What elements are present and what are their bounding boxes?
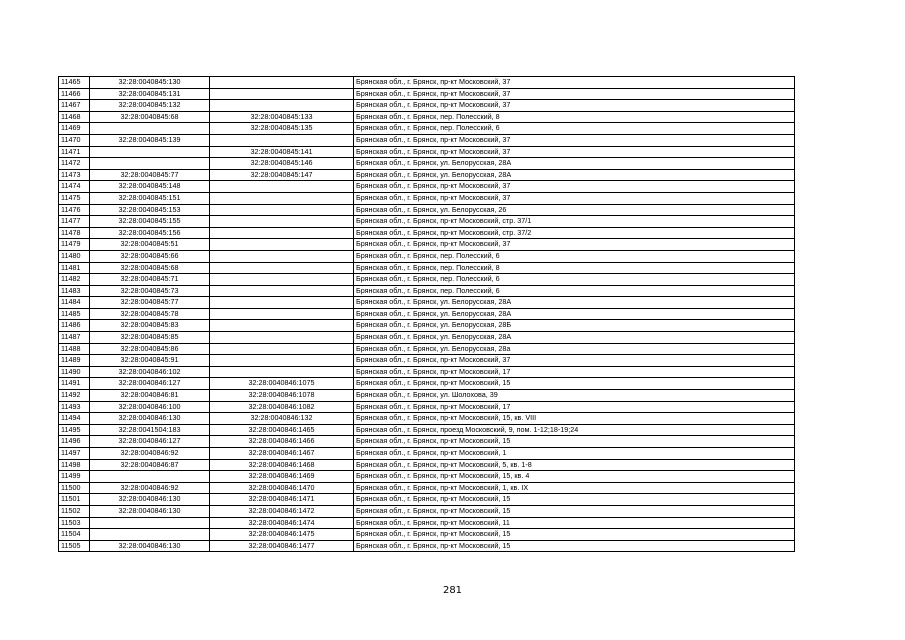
related-cadastral-number-cell: 32:28:0040845:141: [210, 146, 354, 158]
cadastral-number-cell: 32:28:0040846:130: [90, 494, 210, 506]
row-number-cell: 11485: [59, 308, 90, 320]
table-row: [59, 355, 795, 367]
address-cell: Брянская обл., г. Брянск, пр-кт Московский, 11: [354, 517, 795, 529]
table-row: [59, 274, 795, 286]
table-row: [59, 378, 795, 390]
related-cadastral-number-cell: [210, 366, 354, 378]
row-number-cell: 11494: [59, 413, 90, 425]
row-number-cell: 11487: [59, 332, 90, 344]
address-cell: Брянская обл., г. Брянск, пр-кт Московский, 37: [354, 192, 795, 204]
related-cadastral-number-cell: [210, 274, 354, 286]
row-number-cell: 11476: [59, 204, 90, 216]
cadastral-number-cell: 32:28:0040845:51: [90, 239, 210, 251]
table-row: [59, 320, 795, 332]
row-number-cell: 11489: [59, 355, 90, 367]
cadastral-number-cell: 32:28:0040845:66: [90, 250, 210, 262]
address-cell: Брянская обл., г. Брянск, пр-кт Московский, 37: [354, 355, 795, 367]
cadastral-number-cell: 32:28:0040846:92: [90, 448, 210, 460]
table-row: [59, 436, 795, 448]
table-row: [59, 134, 795, 146]
table-row: [59, 413, 795, 425]
address-cell: Брянская обл., г. Брянск, пр-кт Московский, 17: [354, 366, 795, 378]
related-cadastral-number-cell: [210, 134, 354, 146]
related-cadastral-number-cell: [210, 332, 354, 344]
row-number-cell: 11475: [59, 192, 90, 204]
address-cell: Брянская обл., г. Брянск, пр-кт Московский, 15: [354, 378, 795, 390]
address-cell: Брянская обл., г. Брянск, проезд Московский, 9, пом. 1-12;18-19;24: [354, 424, 795, 436]
address-cell: Брянская обл., г. Брянск, ул. Белорусская, 28А: [354, 158, 795, 170]
table-row: [59, 424, 795, 436]
address-cell: Брянская обл., г. Брянск, ул. Шолохова, 39: [354, 390, 795, 402]
related-cadastral-number-cell: 32:28:0040845:133: [210, 111, 354, 123]
related-cadastral-number-cell: 32:28:0040845:147: [210, 169, 354, 181]
table-row: [59, 517, 795, 529]
row-number-cell: 11469: [59, 123, 90, 135]
address-cell: Брянская обл., г. Брянск, пр-кт Московский, 37: [354, 181, 795, 193]
related-cadastral-number-cell: [210, 181, 354, 193]
cadastral-number-cell: 32:28:0040845:77: [90, 169, 210, 181]
related-cadastral-number-cell: [210, 297, 354, 309]
related-cadastral-number-cell: [210, 88, 354, 100]
cadastral-number-cell: 32:28:0040845:83: [90, 320, 210, 332]
table-row: [59, 308, 795, 320]
table-row: [59, 366, 795, 378]
cadastral-number-cell: [90, 517, 210, 529]
table-row: [59, 401, 795, 413]
related-cadastral-number-cell: [210, 285, 354, 297]
related-cadastral-number-cell: [210, 262, 354, 274]
row-number-cell: 11484: [59, 297, 90, 309]
related-cadastral-number-cell: 32:28:0040846:1467: [210, 448, 354, 460]
table-row: [59, 146, 795, 158]
row-number-cell: 11491: [59, 378, 90, 390]
cadastral-number-cell: [90, 146, 210, 158]
table-row: [59, 158, 795, 170]
row-number-cell: 11482: [59, 274, 90, 286]
cadastral-number-cell: 32:28:0040845:151: [90, 192, 210, 204]
table-row: [59, 169, 795, 181]
cadastral-number-cell: 32:28:0040846:127: [90, 378, 210, 390]
address-cell: Брянская обл., г. Брянск, пер. Полесский, 8: [354, 111, 795, 123]
related-cadastral-number-cell: 32:28:0040846:1470: [210, 482, 354, 494]
table-row: [59, 216, 795, 228]
table-row: [59, 123, 795, 135]
cadastral-number-cell: 32:28:0040846:130: [90, 540, 210, 552]
related-cadastral-number-cell: [210, 239, 354, 251]
table-row: [59, 100, 795, 112]
cadastral-number-cell: 32:28:0040845:68: [90, 111, 210, 123]
row-number-cell: 11478: [59, 227, 90, 239]
table-row: [59, 471, 795, 483]
related-cadastral-number-cell: 32:28:0040846:1477: [210, 540, 354, 552]
row-number-cell: 11492: [59, 390, 90, 402]
related-cadastral-number-cell: [210, 204, 354, 216]
address-cell: Брянская обл., г. Брянск, пр-кт Московский, 17: [354, 401, 795, 413]
address-cell: Брянская обл., г. Брянск, пер. Полесский, 8: [354, 262, 795, 274]
table-row: [59, 332, 795, 344]
address-cell: Брянская обл., г. Брянск, пр-кт Московский, 15, кв. 4: [354, 471, 795, 483]
cadastral-number-cell: 32:28:0040845:86: [90, 343, 210, 355]
related-cadastral-number-cell: 32:28:0040846:1469: [210, 471, 354, 483]
table-row: [59, 505, 795, 517]
cadastral-number-cell: [90, 529, 210, 541]
cadastral-number-cell: 32:28:0040846:130: [90, 505, 210, 517]
address-cell: Брянская обл., г. Брянск, пр-кт Московский, 37: [354, 100, 795, 112]
row-number-cell: 11498: [59, 459, 90, 471]
address-cell: Брянская обл., г. Брянск, ул. Белорусская, 28А: [354, 308, 795, 320]
address-cell: Брянская обл., г. Брянск, пр-кт Московский, 1, кв. IX: [354, 482, 795, 494]
cadastral-number-cell: 32:28:0040846:127: [90, 436, 210, 448]
address-cell: Брянская обл., г. Брянск, пр-кт Московский, стр. 37/2: [354, 227, 795, 239]
row-number-cell: 11467: [59, 100, 90, 112]
cadastral-number-cell: 32:28:0040845:77: [90, 297, 210, 309]
related-cadastral-number-cell: 32:28:0040846:1466: [210, 436, 354, 448]
table-row: [59, 88, 795, 100]
related-cadastral-number-cell: 32:28:0040846:1475: [210, 529, 354, 541]
address-cell: Брянская обл., г. Брянск, ул. Белорусская, 28Б: [354, 320, 795, 332]
cadastral-number-cell: 32:28:0040845:139: [90, 134, 210, 146]
cadastral-number-cell: 32:28:0040845:68: [90, 262, 210, 274]
row-number-cell: 11497: [59, 448, 90, 460]
row-number-cell: 11481: [59, 262, 90, 274]
table-row: [59, 285, 795, 297]
table-row: [59, 250, 795, 262]
address-cell: Брянская обл., г. Брянск, пр-кт Московский, стр. 37/1: [354, 216, 795, 228]
related-cadastral-number-cell: 32:28:0040846:1082: [210, 401, 354, 413]
address-cell: Брянская обл., г. Брянск, пр-кт Московский, 5, кв. 1-8: [354, 459, 795, 471]
related-cadastral-number-cell: 32:28:0040846:1075: [210, 378, 354, 390]
address-cell: Брянская обл., г. Брянск, пр-кт Московский, 37: [354, 146, 795, 158]
related-cadastral-number-cell: 32:28:0040846:1468: [210, 459, 354, 471]
cadastral-number-cell: 32:28:0040845:78: [90, 308, 210, 320]
row-number-cell: 11502: [59, 505, 90, 517]
table-row: [59, 390, 795, 402]
row-number-cell: 11470: [59, 134, 90, 146]
related-cadastral-number-cell: [210, 192, 354, 204]
address-cell: Брянская обл., г. Брянск, пр-кт Московский, 15: [354, 505, 795, 517]
address-cell: Брянская обл., г. Брянск, пр-кт Московский, 37: [354, 134, 795, 146]
cadastral-number-cell: 32:28:0040845:131: [90, 88, 210, 100]
cadastral-number-cell: 32:28:0040845:156: [90, 227, 210, 239]
cadastral-number-cell: 32:28:0040845:71: [90, 274, 210, 286]
address-cell: Брянская обл., г. Брянск, пр-кт Московский, 15, кв. VIII: [354, 413, 795, 425]
related-cadastral-number-cell: [210, 308, 354, 320]
table-row: [59, 494, 795, 506]
table-row: [59, 529, 795, 541]
related-cadastral-number-cell: 32:28:0040846:1078: [210, 390, 354, 402]
registry-table-body: [59, 77, 795, 552]
row-number-cell: 11472: [59, 158, 90, 170]
cadastral-number-cell: 32:28:0040846:100: [90, 401, 210, 413]
cadastral-number-cell: 32:28:0040845:153: [90, 204, 210, 216]
cadastral-number-cell: [90, 471, 210, 483]
cadastral-number-cell: 32:28:0040845:85: [90, 332, 210, 344]
row-number-cell: 11500: [59, 482, 90, 494]
table-row: [59, 540, 795, 552]
address-cell: Брянская обл., г. Брянск, пр-кт Московский, 15: [354, 494, 795, 506]
cadastral-number-cell: 32:28:0041504:183: [90, 424, 210, 436]
address-cell: Брянская обл., г. Брянск, пер. Полесский, 6: [354, 274, 795, 286]
table-row: [59, 204, 795, 216]
table-row: [59, 239, 795, 251]
table-row: [59, 77, 795, 89]
row-number-cell: 11468: [59, 111, 90, 123]
address-cell: Брянская обл., г. Брянск, пр-кт Московский, 15: [354, 529, 795, 541]
row-number-cell: 11477: [59, 216, 90, 228]
address-cell: Брянская обл., г. Брянск, ул. Белорусская, 28А: [354, 332, 795, 344]
cadastral-number-cell: [90, 158, 210, 170]
row-number-cell: 11483: [59, 285, 90, 297]
related-cadastral-number-cell: 32:28:0040845:135: [210, 123, 354, 135]
address-cell: Брянская обл., г. Брянск, пр-кт Московский, 1: [354, 448, 795, 460]
row-number-cell: 11480: [59, 250, 90, 262]
row-number-cell: 11465: [59, 77, 90, 89]
row-number-cell: 11499: [59, 471, 90, 483]
address-cell: Брянская обл., г. Брянск, ул. Белорусская, 28А: [354, 297, 795, 309]
table-row: [59, 343, 795, 355]
row-number-cell: 11493: [59, 401, 90, 413]
table-row: [59, 227, 795, 239]
address-cell: Брянская обл., г. Брянск, ул. Белорусская, 28а: [354, 343, 795, 355]
related-cadastral-number-cell: [210, 250, 354, 262]
related-cadastral-number-cell: 32:28:0040846:132: [210, 413, 354, 425]
address-cell: Брянская обл., г. Брянск, ул. Белорусская, 26: [354, 204, 795, 216]
cadastral-number-cell: 32:28:0040846:87: [90, 459, 210, 471]
table-row: [59, 262, 795, 274]
cadastral-number-cell: 32:28:0040845:130: [90, 77, 210, 89]
table-row: [59, 111, 795, 123]
registry-table: [58, 76, 795, 552]
row-number-cell: 11496: [59, 436, 90, 448]
address-cell: Брянская обл., г. Брянск, пр-кт Московский, 37: [354, 88, 795, 100]
cadastral-number-cell: [90, 123, 210, 135]
related-cadastral-number-cell: 32:28:0040846:1472: [210, 505, 354, 517]
related-cadastral-number-cell: [210, 343, 354, 355]
cadastral-number-cell: 32:28:0040846:81: [90, 390, 210, 402]
address-cell: Брянская обл., г. Брянск, пер. Полесский, 6: [354, 250, 795, 262]
address-cell: Брянская обл., г. Брянск, пер. Полесский, 6: [354, 123, 795, 135]
row-number-cell: 11466: [59, 88, 90, 100]
address-cell: Брянская обл., г. Брянск, пр-кт Московский, 37: [354, 239, 795, 251]
address-cell: Брянская обл., г. Брянск, пер. Полесский, 6: [354, 285, 795, 297]
address-cell: Брянская обл., г. Брянск, пр-кт Московский, 37: [354, 77, 795, 89]
table-row: [59, 181, 795, 193]
row-number-cell: 11486: [59, 320, 90, 332]
related-cadastral-number-cell: [210, 100, 354, 112]
address-cell: Брянская обл., г. Брянск, ул. Белорусская, 28А: [354, 169, 795, 181]
table-row: [59, 192, 795, 204]
cadastral-number-cell: 32:28:0040846:92: [90, 482, 210, 494]
table-row: [59, 448, 795, 460]
related-cadastral-number-cell: [210, 227, 354, 239]
table-row: [59, 482, 795, 494]
table-row: [59, 459, 795, 471]
related-cadastral-number-cell: 32:28:0040846:1474: [210, 517, 354, 529]
cadastral-number-cell: 32:28:0040845:132: [90, 100, 210, 112]
cadastral-number-cell: 32:28:0040845:73: [90, 285, 210, 297]
row-number-cell: 11488: [59, 343, 90, 355]
related-cadastral-number-cell: [210, 320, 354, 332]
related-cadastral-number-cell: 32:28:0040846:1471: [210, 494, 354, 506]
row-number-cell: 11479: [59, 239, 90, 251]
cadastral-number-cell: 32:28:0040846:130: [90, 413, 210, 425]
address-cell: Брянская обл., г. Брянск, пр-кт Московский, 15: [354, 436, 795, 448]
cadastral-number-cell: 32:28:0040845:148: [90, 181, 210, 193]
related-cadastral-number-cell: [210, 216, 354, 228]
related-cadastral-number-cell: [210, 355, 354, 367]
row-number-cell: 11471: [59, 146, 90, 158]
address-cell: Брянская обл., г. Брянск, пр-кт Московский, 15: [354, 540, 795, 552]
row-number-cell: 11495: [59, 424, 90, 436]
related-cadastral-number-cell: [210, 77, 354, 89]
cadastral-number-cell: 32:28:0040845:155: [90, 216, 210, 228]
row-number-cell: 11473: [59, 169, 90, 181]
row-number-cell: 11505: [59, 540, 90, 552]
related-cadastral-number-cell: 32:28:0040845:146: [210, 158, 354, 170]
table-row: [59, 297, 795, 309]
row-number-cell: 11503: [59, 517, 90, 529]
page-number: 281: [442, 585, 463, 596]
row-number-cell: 11490: [59, 366, 90, 378]
cadastral-number-cell: 32:28:0040845:91: [90, 355, 210, 367]
related-cadastral-number-cell: 32:28:0040846:1465: [210, 424, 354, 436]
cadastral-number-cell: 32:28:0040846:102: [90, 366, 210, 378]
row-number-cell: 11501: [59, 494, 90, 506]
row-number-cell: 11474: [59, 181, 90, 193]
row-number-cell: 11504: [59, 529, 90, 541]
